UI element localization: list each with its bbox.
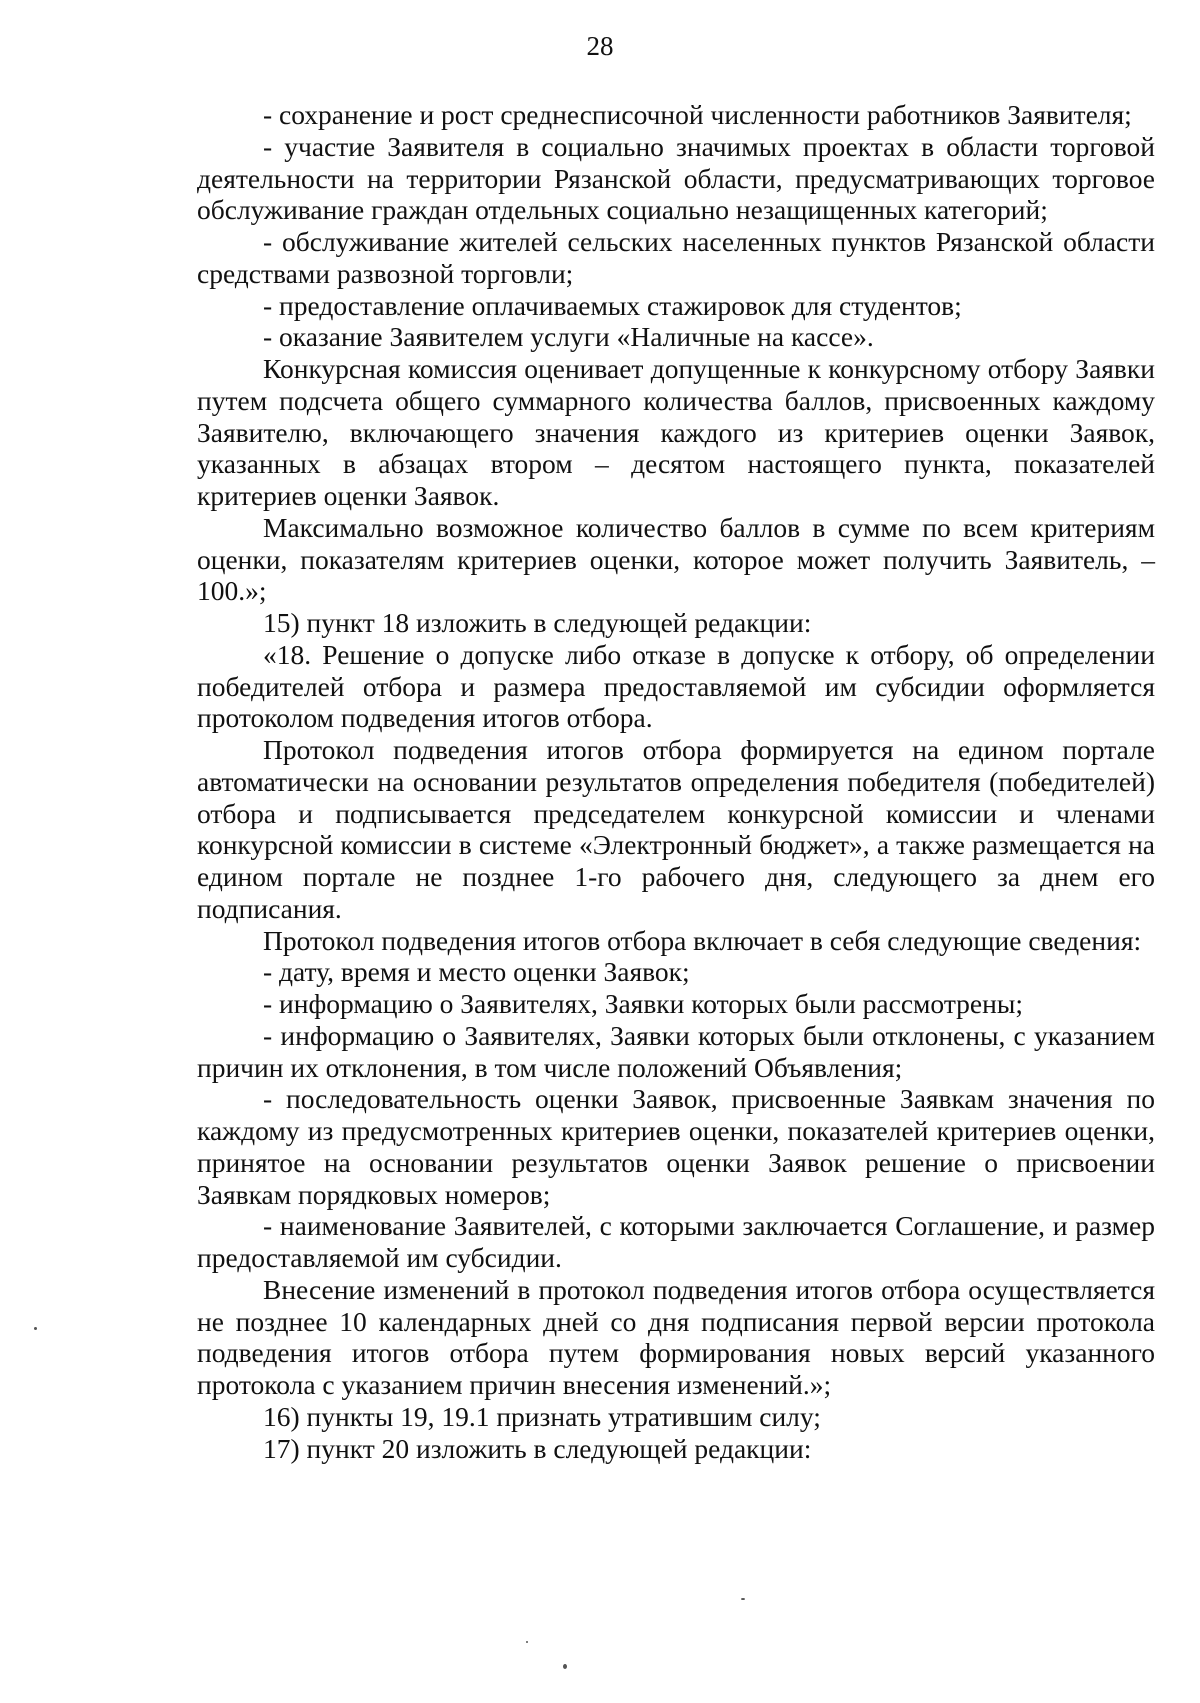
list-item-cash-service: - оказание Заявителем услуги «Наличные на кассе». bbox=[263, 321, 874, 353]
scan-speck bbox=[741, 1598, 745, 1600]
list-item-social-projects: - участие Заявителя в социально значимых проектах в области торговой деятельности на территории Рязанской области, предусматривающих торговое обслуживание граждан отдельных социально незащищенных категорий; bbox=[197, 130, 1155, 226]
paragraph-item-15: 15) пункт 18 изложить в следующей редакции: bbox=[263, 607, 812, 638]
paragraph-protocol-formation: Протокол подведения итогов отбора формируется на едином портале автоматически на основании результатов определения победителя (победителей) отбора и подписывается председателем конкурсной комиссии и членами конкурсной комиссии в системе «Электронный бюджет», а также размещается на едином портале не позднее 1-го рабочего дня, следующего за днем его подписания. bbox=[197, 734, 1155, 924]
list-item-reviewed-applicants: - информацию о Заявителях, Заявки которых были рассмотрены; bbox=[263, 988, 1023, 1019]
scan-speck bbox=[526, 1641, 528, 1643]
scan-speck bbox=[563, 1664, 567, 1669]
scan-speck bbox=[34, 1327, 37, 1330]
list-item-internships: - предоставление оплачиваемых стажировок для студентов; bbox=[263, 289, 962, 321]
list-item-date-time-place: - дату, время и место оценки Заявок; bbox=[263, 956, 690, 988]
list-item-agreement-parties: - наименование Заявителей, с которыми заключается Соглашение, и размер предоставляемой им субсидии. bbox=[197, 1210, 1155, 1273]
document-body bbox=[197, 99, 1155, 1464]
list-item-headcount: - сохранение и рост среднесписочной численности работников Заявителя; bbox=[263, 99, 1132, 130]
list-item-rejected-applicants: - информацию о Заявителях, Заявки которых были отклонены, с указанием причин их отклонения, в том числе положений Объявления; bbox=[197, 1019, 1155, 1083]
paragraph-clause-18: «18. Решение о допуске либо отказе в допуске к отбору, об определении победителей отбора и размера предоставляемой им субсидии оформляется протоколом подведения итогов отбора. bbox=[197, 638, 1155, 734]
list-item-evaluation-sequence: - последовательность оценки Заявок, присвоенные Заявкам значения по каждому из предусмотренных критериев оценки, показателей критериев оценки, принятое на основании результатов оценки Заявок решение о присвоении Заявкам порядковых номеров; bbox=[197, 1083, 1155, 1210]
paragraph-item-16: 16) пункты 19, 19.1 признать утратившим силу; bbox=[263, 1400, 821, 1432]
paragraph-max-score: Максимально возможное количество баллов в сумме по всем критериям оценки, показателям критериев оценки, которое может получить Заявитель, – 100.»; bbox=[197, 511, 1155, 607]
list-item-rural-service: - обслуживание жителей сельских населенных пунктов Рязанской области средствами развозной торговли; bbox=[197, 226, 1155, 289]
page-number: 28 bbox=[586, 31, 614, 61]
paragraph-commission-scoring: Конкурсная комиссия оценивает допущенные к конкурсному отбору Заявки путем подсчета общего суммарного количества баллов, присвоенных каждому Заявителю, включающего значения каждого из критериев оценки Заявок, указанных в абзацах втором – десятом настоящего пункта, показателей критериев оценки Заявок. bbox=[197, 353, 1155, 511]
paragraph-protocol-changes: Внесение изменений в протокол подведения итогов отбора осуществляется не позднее 10 календарных дней со дня подписания первой версии протокола подведения итогов отбора путем формирования новых версий указанного протокола с указанием причин внесения изменений.»; bbox=[197, 1273, 1155, 1400]
paragraph-protocol-contents: Протокол подведения итогов отбора включает в себя следующие сведения: bbox=[263, 924, 1142, 956]
paragraph-item-17: 17) пункт 20 изложить в следующей редакции: bbox=[263, 1432, 812, 1464]
